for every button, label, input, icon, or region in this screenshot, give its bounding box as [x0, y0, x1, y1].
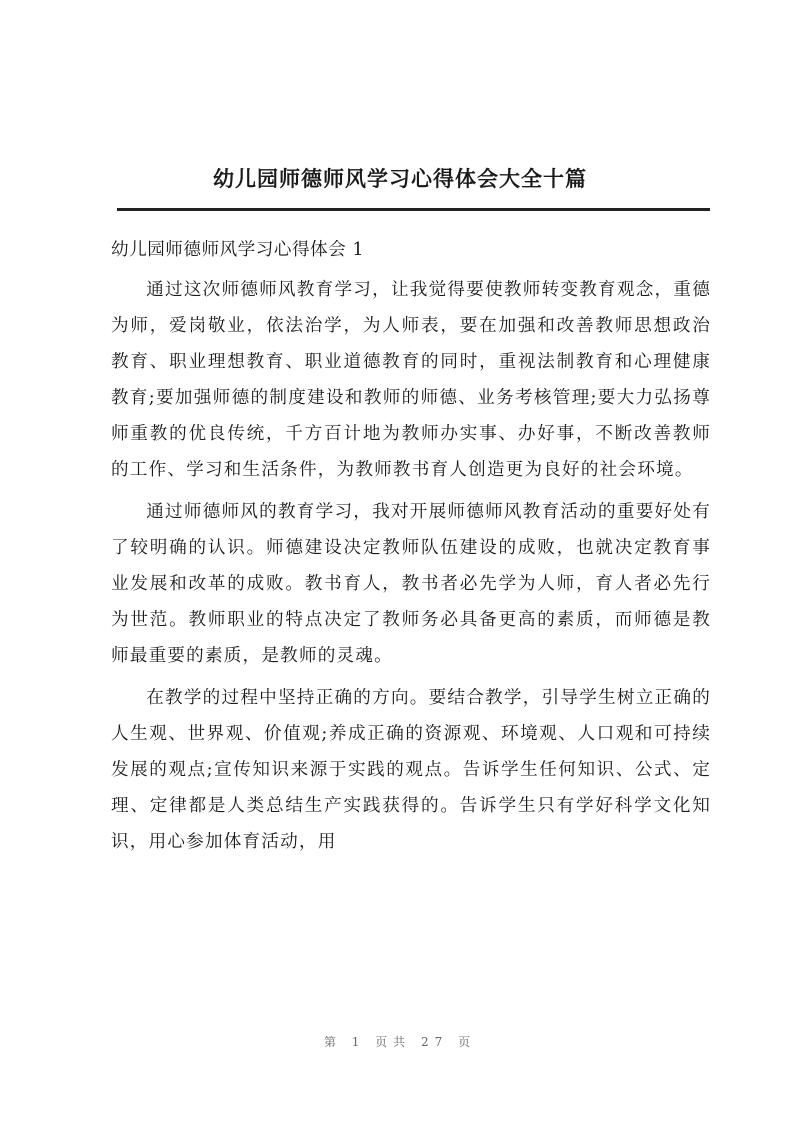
paragraph-3: 在教学的过程中坚持正确的方向。要结合教学，引导学生树立正确的人生观、世界观、价值观;养成正确的资源观、环境观、人口观和可持续发展的观点;宣传知识来源于实践的观点。告诉学生任何知识、公式、定理、定律都是人类总结生产实践获得的。告诉学生只有学好科学文化知识，用心参加体育活动，用 [111, 688, 711, 852]
title-divider [117, 208, 710, 211]
paragraph-2: 通过师德师风的教育学习，我对开展师德师风教育活动的重要好处有了较明确的认识。师德建设决定教师队伍建设的成败，也就决定教育事业发展和改革的成败。教书育人，教书者必先学为人师，育人者必先行为世范。教师职业的特点决定了教师务必具备更高的素质，而师德是教师最重要的素质，是教师的灵魂。 [111, 502, 711, 666]
document-title: 幼儿园师德师风学习心得体会大全十篇 [213, 166, 587, 191]
footer-total-pages: 27 [421, 1035, 449, 1049]
footer-prefix: 第 [323, 1035, 342, 1049]
document-body [111, 232, 711, 860]
footer-page-number: 1 [351, 1035, 366, 1049]
section-heading: 幼儿园师德师风学习心得体会 1 [111, 240, 365, 260]
footer-suffix: 页 [458, 1035, 477, 1049]
footer-middle: 页共 [375, 1035, 412, 1049]
paragraph-1: 通过这次师德师风教育学习，让我觉得要使教师转变教育观念，重德为师，爱岗敬业，依法治学，为人师表，要在加强和改善教师思想政治教育、职业理想教育、职业道德教育的同时，重视法制教育和心理健康教育;要加强师德的制度建设和教师的师德、业务考核管理;要大力弘扬尊师重教的优良传统，千方百计地为教师办实事、办好事，不断改善教师的工作、学习和生活条件，为教师教书育人创造更为良好的社会环境。 [111, 280, 711, 480]
page-footer [0, 1033, 800, 1050]
